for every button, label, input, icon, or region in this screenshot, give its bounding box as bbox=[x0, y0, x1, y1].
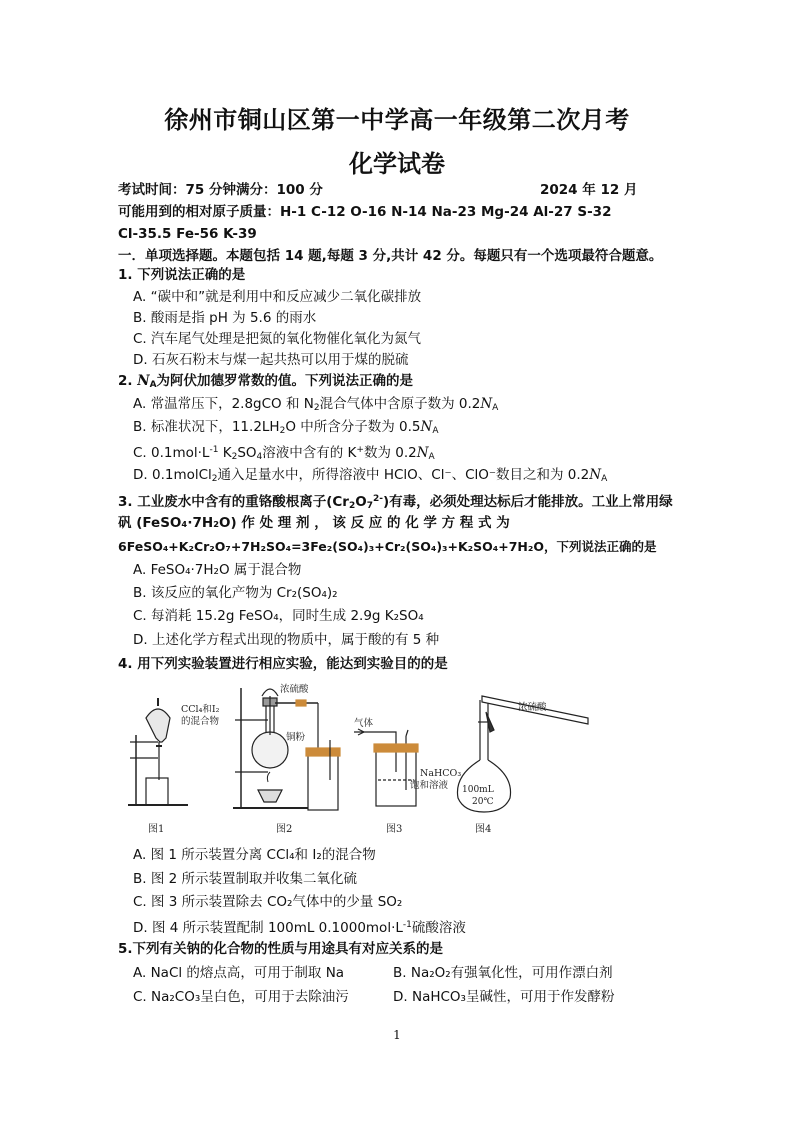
q2-option-b: B. 标准状况下，$11.2LH_2O$ 中所含分子数为 $0.5N_A$ bbox=[133, 419, 439, 436]
fig2-acid-label: 浓硫酸 bbox=[280, 684, 309, 695]
q1-option-a: A. “碳中和”就是利用中和反应减少二氧化碳排放 bbox=[133, 289, 422, 305]
q1-option-c: C. 汽车尾气处理是把氮的氧化物催化氧化为氮气 bbox=[133, 331, 422, 347]
fig2-copper-label: 铜粉 bbox=[286, 732, 306, 743]
q4-option-a: A. 图 1 所示装置分离 CCl₄和 I₂的混合物 bbox=[133, 847, 376, 863]
q5-option-c: C. Na₂CO₃呈白色，可用于去除油污 bbox=[133, 989, 349, 1005]
fig3-solution-label-2: 饱和溶液 bbox=[410, 780, 449, 791]
q4-option-d: D. 图 4 所示装置配制 100mL $0.1000mol\cdot L^{-1}$硫酸溶液 bbox=[133, 920, 466, 936]
exam-time: 考试时间：75 分钟 bbox=[118, 182, 236, 198]
q4-option-b: B. 图 2 所示装置制取并收集二氧化硫 bbox=[133, 871, 358, 887]
q2-option-a: A. 常温常压下，2.8gCO 和 $N_2$混合气体中含原子数为 $0.2N_A$ bbox=[133, 396, 499, 413]
q1-stem: 1. 下列说法正确的是 bbox=[118, 267, 246, 283]
q5-option-d: D. NaHCO₃呈碱性，可用于作发酵粉 bbox=[393, 989, 615, 1005]
q5-option-b: B. Na₂O₂有强氧化性，可用作漂白剂 bbox=[393, 965, 613, 981]
q4-option-c: C. 图 3 所示装置除去 CO₂气体中的少量 SO₂ bbox=[133, 894, 403, 910]
page-number: 1 bbox=[393, 1028, 401, 1042]
q2-option-d: D. 0.1molCl$_2$通入足量水中，所得溶液中 HClO、Cl⁻、ClO⁻数目之和为 $0.2N_A$ bbox=[133, 467, 608, 484]
fig4-temp-label: 20℃ bbox=[472, 797, 494, 807]
q4-stem: 4. 用下列实验装置进行相应实验，能达到实验目的的是 bbox=[118, 656, 448, 672]
q3-stem-line-1: 3. 工业废水中含有的重铬酸根离子$(Cr_2O_7^{2-})$有毒，必须处理达标后才能排放。工业上常用绿 bbox=[118, 494, 673, 511]
figure-2-so2-generation bbox=[233, 688, 340, 810]
q3-option-d: D. 上述化学方程式出现的物质中，属于酸的有 5 种 bbox=[133, 632, 440, 648]
exam-score: 满分：100 分 bbox=[236, 182, 323, 198]
fig1-caption: 图1 bbox=[148, 824, 165, 835]
q3-option-a: A. FeSO₄·7H₂O 属于混合物 bbox=[133, 562, 302, 578]
q3-option-b: B. 该反应的氧化产物为 Cr₂(SO₄)₂ bbox=[133, 585, 338, 601]
fig3-caption: 图3 bbox=[386, 824, 403, 835]
q2-stem: 2. $N_A$为阿伏加德罗常数的值。下列说法正确的是 bbox=[118, 373, 414, 390]
atomic-mass-line-1: 可能用到的相对原子质量：H-1 C-12 O-16 N-14 Na-23 Mg-24 Al-27 S-32 bbox=[118, 204, 612, 220]
exam-title: 徐州市铜山区第一中学高一年级第二次月考 bbox=[164, 106, 630, 134]
exam-date: 2024 年 12 月 bbox=[540, 182, 638, 198]
atomic-mass-line-2: Cl-35.5 Fe-56 K-39 bbox=[118, 226, 257, 242]
figure-1-separatory-funnel bbox=[128, 698, 188, 805]
fig3-gas-label: 气体 bbox=[354, 718, 374, 729]
fig1-label: CCl₄和I₂ bbox=[181, 704, 220, 715]
q2-option-c: C. $0.1mol\cdot L^{-1}$ $K_2SO_4$溶液中含有的 K+数为 $0.2N_A$ bbox=[133, 445, 435, 462]
q5-option-a: A. NaCl 的熔点高，可用于制取 Na bbox=[133, 965, 345, 981]
q3-option-c: C. 每消耗 15.2g FeSO₄，同时生成 2.9g K₂SO₄ bbox=[133, 608, 424, 624]
q3-stem-line-3: 6FeSO₄+K₂Cr₂O₇+7H₂SO₄=3Fe₂(SO₄)₃+Cr₂(SO₄)₃+K₂SO₄+7H₂O，下列说法正确的是 bbox=[118, 539, 657, 554]
section-header: 一．单项选择题。本题包括 14 题,每题 3 分,共计 42 分。每题只有一个选项最符合题意。 bbox=[118, 248, 663, 264]
fig4-caption: 图4 bbox=[475, 824, 492, 835]
fig4-volume-label: 100mL bbox=[462, 785, 494, 795]
fig1-label-2: 的混合物 bbox=[181, 716, 220, 727]
q5-stem: 5.下列有关钠的化合物的性质与用途具有对应关系的是 bbox=[118, 941, 444, 957]
exam-subtitle: 化学试卷 bbox=[349, 150, 445, 178]
fig4-acid-label: 浓硫酸 bbox=[518, 702, 547, 713]
q3-stem-line-2: 矾 (FeSO₄·7H₂O) 作 处 理 剂 ， 该 反 应 的 化 学 方 程 式 为 bbox=[118, 515, 510, 531]
fig3-solution-label: NaHCO₃ bbox=[420, 768, 462, 779]
fig2-caption: 图2 bbox=[276, 824, 293, 835]
figure-3-gas-wash-bottle bbox=[354, 729, 418, 806]
q1-option-d: D. 石灰石粉末与煤一起共热可以用于煤的脱硫 bbox=[133, 352, 409, 368]
q4-apparatus-figures bbox=[118, 680, 618, 840]
q1-option-b: B. 酸雨是指 pH 为 5.6 的雨水 bbox=[133, 310, 317, 326]
